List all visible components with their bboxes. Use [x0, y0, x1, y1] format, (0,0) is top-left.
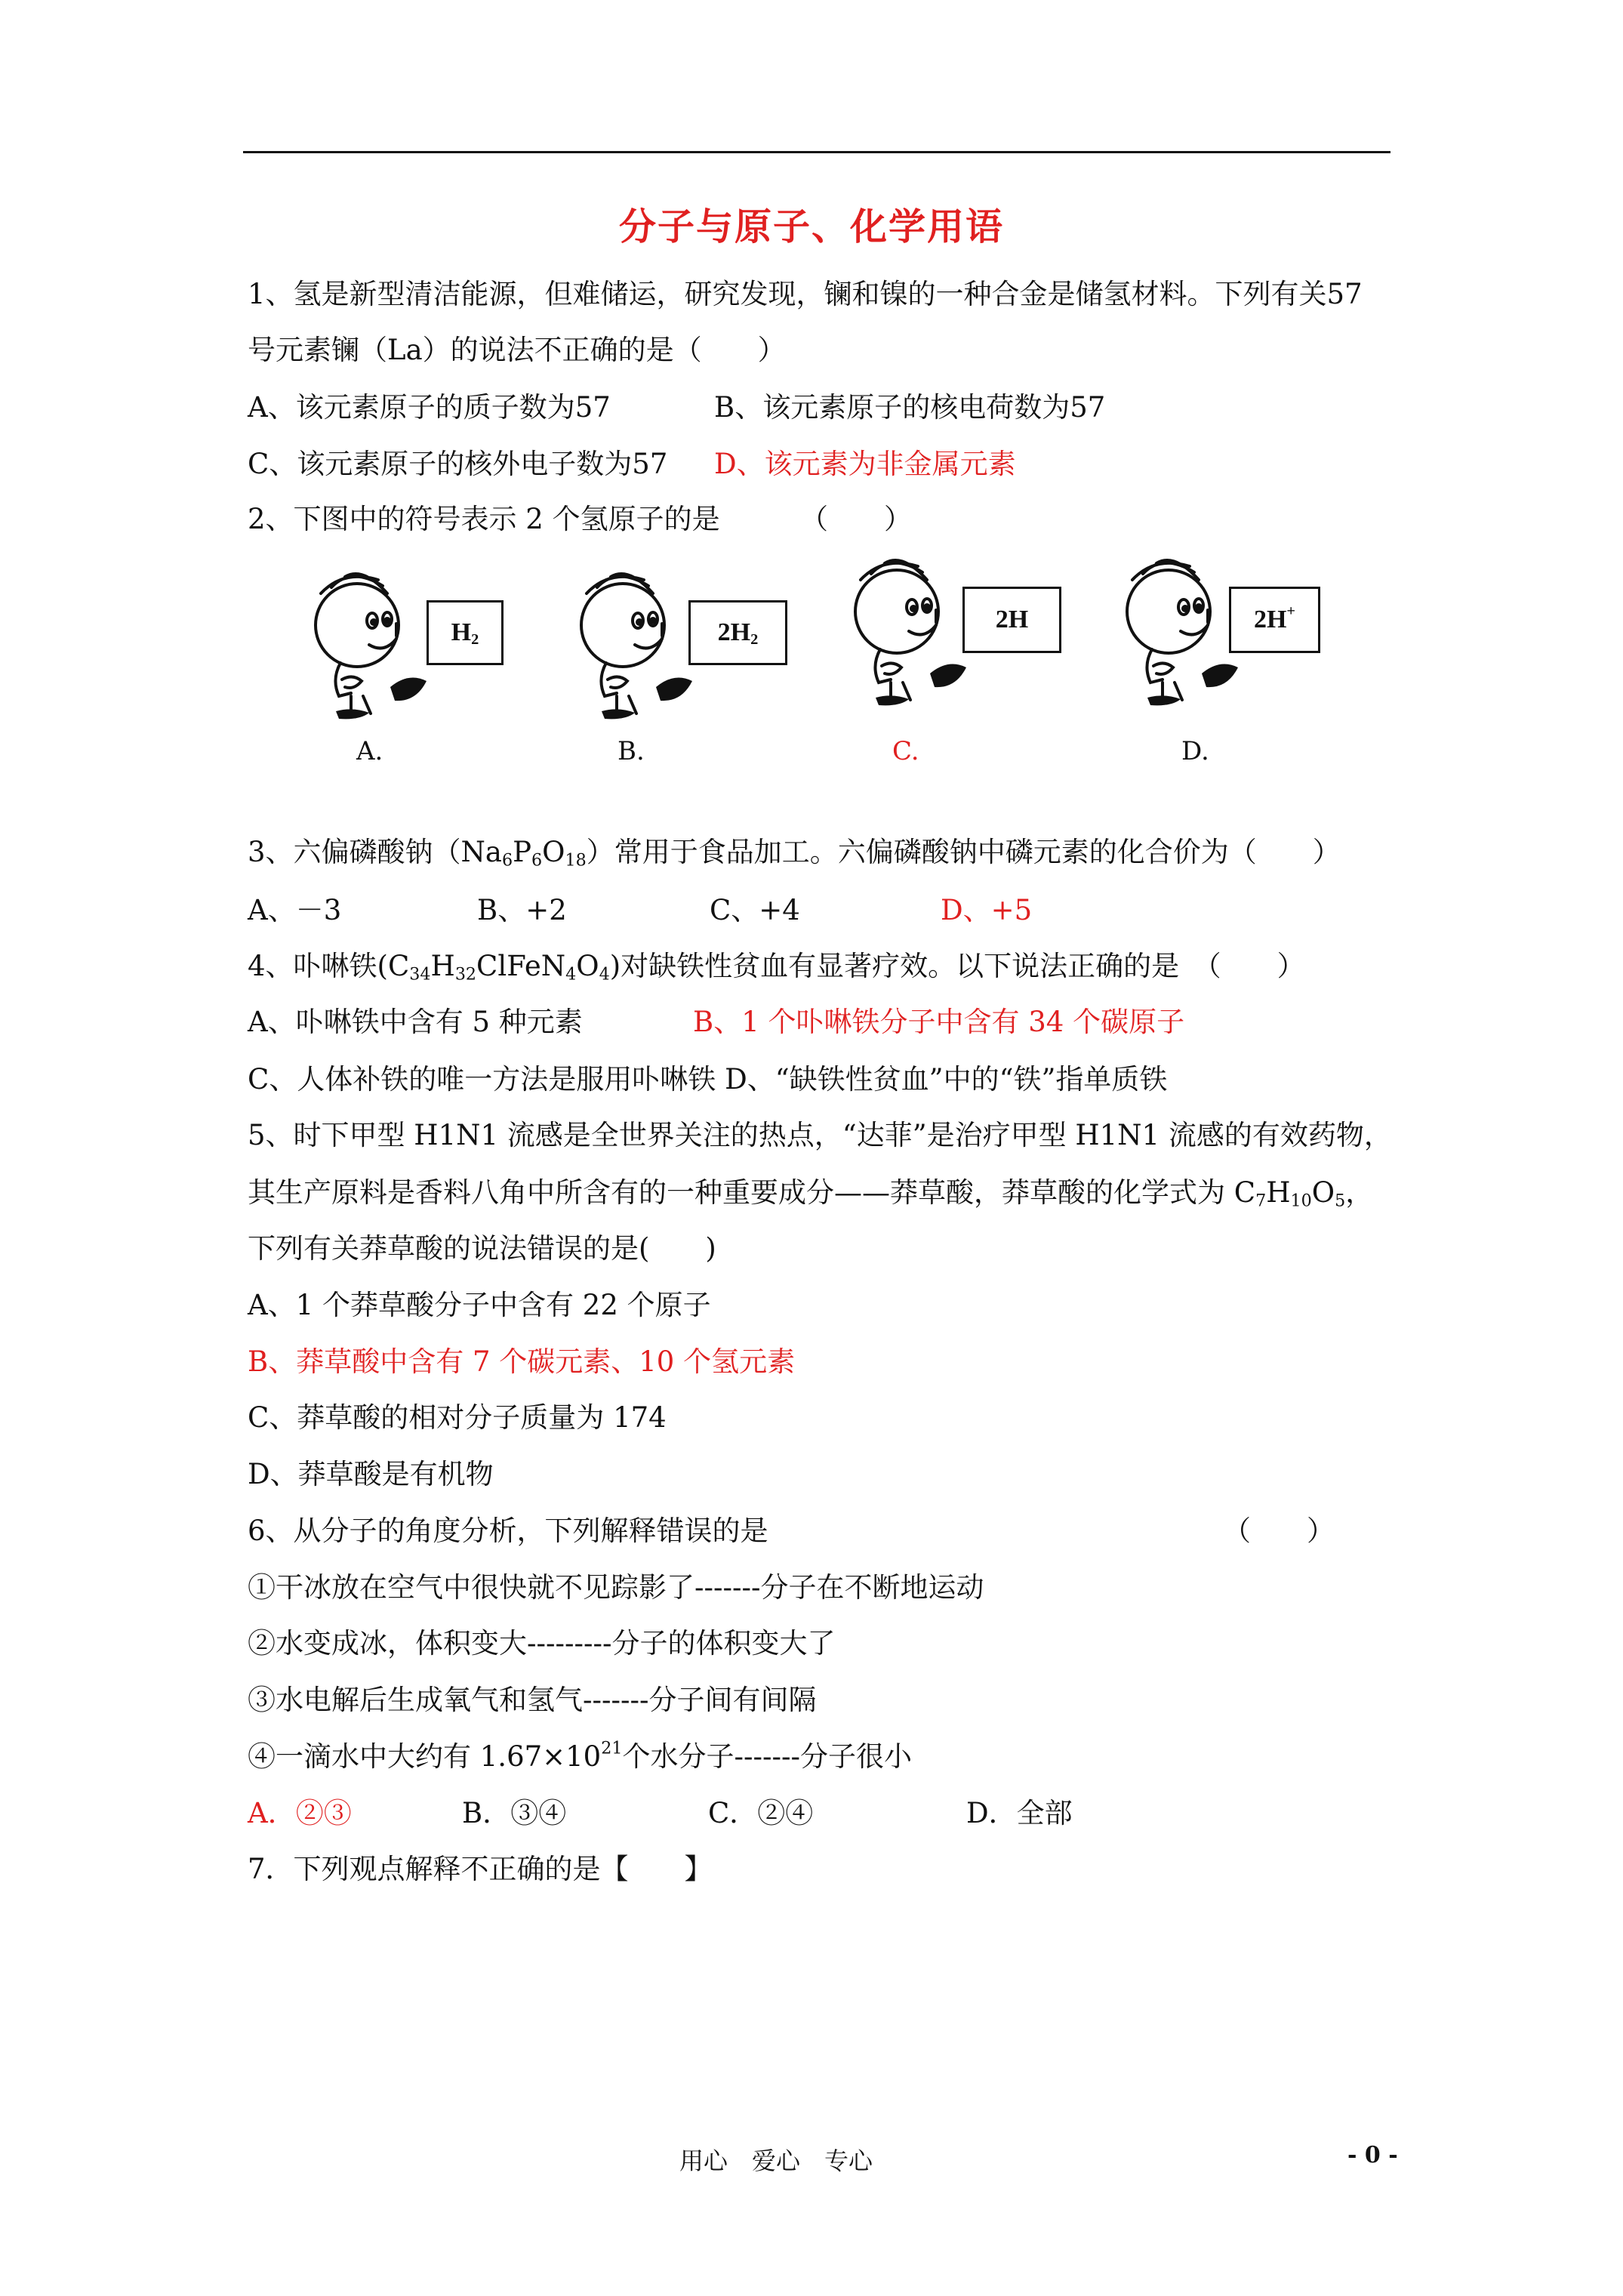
q5-option-d: D、莽草酸是有机物 — [248, 1458, 494, 1490]
q4-option-b: B、1 个卟啉铁分子中含有 34 个碳原子 — [693, 1006, 1185, 1038]
q5-option-a: A、1 个莽草酸分子中含有 22 个原子 — [248, 1289, 711, 1321]
q6-item-1: ①干冰放在空气中很快就不见踪影了-------分子在不断地运动 — [248, 1571, 984, 1604]
q2-bracket: （ ） — [800, 503, 912, 535]
formula-card-a: $H_2$ — [427, 600, 504, 665]
q1-option-c: C、该元素原子的核外电子数为57 — [248, 448, 668, 480]
page-number: - 0 - — [1347, 2142, 1398, 2168]
figure-label-c: C. — [892, 736, 919, 766]
page-title: 分子与原子、化学用语 — [618, 205, 1004, 248]
figure-label-d: D. — [1181, 736, 1209, 766]
q3-option-d: D、+5 — [941, 894, 1033, 926]
q4-option-a: A、卟啉铁中含有 5 种元素 — [248, 1006, 583, 1038]
figure-b — [571, 566, 821, 755]
q6-item-4: ④一滴水中大约有 $1.67\times 10^{21}$个水分子-------分子很小 — [248, 1738, 912, 1773]
q1-option-a: A、该元素原子的质子数为57 — [248, 391, 611, 424]
q5-stem-line3: 下列有关莽草酸的说法错误的是( ) — [248, 1232, 716, 1265]
q6-item-2: ②水变成冰，体积变大---------分子的体积变大了 — [248, 1627, 836, 1660]
footer-text: 用心 爱心 专心 — [679, 2147, 873, 2175]
q6-item-3: ③水电解后生成氧气和氢气-------分子间有间隔 — [248, 1684, 817, 1716]
formula-card-c: 2H — [962, 587, 1061, 653]
q5-stem-line2: 其生产原料是香料八角中所含有的一种重要成分——莽草酸，莽草酸的化学式为 $C_7H_{10}O_5$， — [248, 1176, 1374, 1211]
q5-stem-line1: 5、时下甲型 H1N1 流感是全世界关注的热点，“达菲”是治疗甲型 H1N1 流感的有效药物， — [248, 1119, 1392, 1151]
figure-label-b: B. — [617, 736, 645, 766]
q4-option-cd: C、人体补铁的唯一方法是服用卟啉铁 D、“缺铁性贫血”中的“铁”指单质铁 — [248, 1063, 1168, 1096]
figure-label-a: A. — [356, 736, 383, 766]
q3-option-b: B、+2 — [477, 894, 567, 926]
q6-option-b: B．③④ — [462, 1797, 567, 1829]
q3-option-a: A、－3 — [248, 894, 342, 926]
q1-stem-line1: 1、氢是新型清洁能源，但难储运，研究发现，镧和镍的一种合金是储氢材料。下列有关57 — [248, 278, 1363, 310]
q6-option-d: D．全部 — [966, 1797, 1073, 1829]
q6-option-a: A．②③ — [248, 1797, 352, 1829]
q5-option-c: C、莽草酸的相对分子质量为 174 — [248, 1401, 667, 1434]
q1-option-d: D、该元素为非金属元素 — [714, 448, 1016, 480]
q6-stem: 6、从分子的角度分析，下列解释错误的是 — [248, 1515, 768, 1547]
formula-card-b: $2H_2$ — [688, 600, 787, 665]
q3-stem: 3、六偏磷酸钠$(Na_6P_6O_{18})$常用于食品加工。六偏磷酸钠中磷元素的化合价为（ ） — [248, 836, 1341, 871]
q5-option-b: B、莽草酸中含有 7 个碳元素、10 个氢元素 — [248, 1345, 796, 1378]
figure-d — [1117, 553, 1366, 741]
q1-option-b: B、该元素原子的核电荷数为57 — [714, 391, 1106, 424]
q1-stem-line2: 号元素镧（La）的说法不正确的是（ ） — [248, 334, 786, 366]
q2-stem: 2、下图中的符号表示 2 个氢原子的是 — [248, 503, 720, 535]
q4-stem: 4、卟啉铁$(C_{34}H_{32}ClFeN_4O_4)$对缺铁性贫血有显著疗效。以下说法正确的是 （ ） — [248, 950, 1305, 985]
q6-bracket: （ ） — [1223, 1515, 1335, 1547]
q6-option-c: C．②④ — [708, 1797, 814, 1829]
header-rule — [243, 151, 1390, 153]
figure-a — [306, 566, 555, 755]
formula-card-d: 2H+ — [1229, 587, 1320, 653]
figure-c — [845, 553, 1095, 741]
q7-stem: 7．下列观点解释不正确的是【 】 — [248, 1853, 713, 1885]
q3-option-c: C、+4 — [710, 894, 800, 926]
